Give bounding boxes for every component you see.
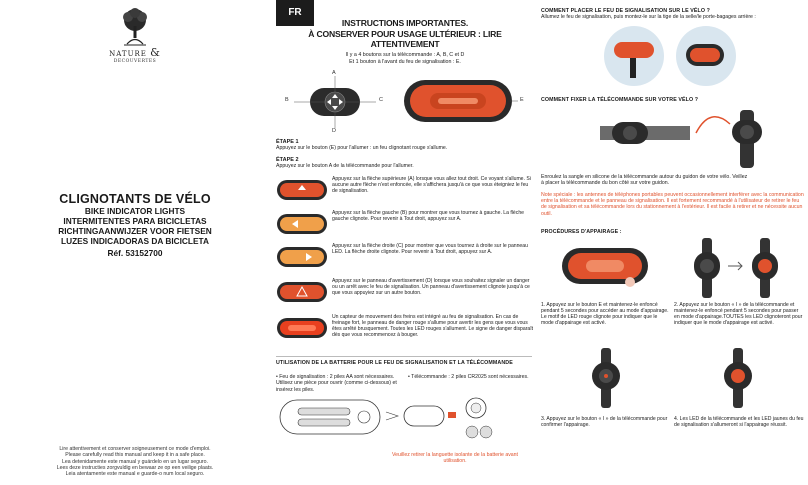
step-1-title: ÉTAPE 1 (276, 139, 299, 145)
mode-brake-text: Un capteur de mouvement des freins est intégré au feu de signalisation. En cas de freinage fort, le panneau de danger rouge s'allume pour avertir les gens que vous vous êtes arrêté brusquement. Toutes les LED rouges s'allument. Le signe de danger disparaît dès que vous recommencez à bouger. (332, 314, 534, 339)
mode-left-row (276, 210, 534, 240)
label-d: D (332, 128, 336, 134)
subtitle-nl: RICHTINGAANWIJZER VOOR FIETSEN (58, 226, 212, 236)
brand-logo (95, 8, 175, 64)
cover-title-block (0, 192, 270, 258)
footer-line: Lea detenidamente este manual y guárdelo en un lugar seguro. (62, 458, 208, 465)
title-line: INSTRUCTIONS IMPORTANTES. (341, 18, 469, 28)
step-2-title: ÉTAPE 2 (276, 157, 299, 163)
step-2 (276, 157, 531, 170)
cover-panel (0, 0, 270, 485)
mode-left-text: Appuyez sur la flèche gauche (B) pour montrer que vous tournez à gauche. La flèche gauche clignote. Pour revenir à Tout droit, appuyez sur A. (332, 210, 524, 223)
language-badge: FR (276, 0, 314, 26)
special-note: Note spéciale : les antennes de téléphones portables peuvent occasionnellement interférer avec la communication entre la télécommande et le panneau de signalisation. Il est fortement recommandé à l'utilisateur de retirer le feu de signalisation et sa télécommande lors du stationnement à l'extérieur. Il est facile à retirer et ne nécessite aucun outil. (541, 192, 804, 217)
warning-light-icon (276, 281, 328, 303)
pairing-step3-diagram (586, 346, 626, 410)
mode-warning-text: Appuyez sur le panneau d'avertissement (D) lorsque vous souhaitez signaler un danger ou un arrêt avec le feu de signalisation. Un panneau d'avertissement clignote jusqu'à ce que vous appuyiez sur un autre bouton. (332, 278, 530, 297)
logo-decouvertes: DECOUVERTES (113, 59, 157, 64)
mode-straight-row (276, 176, 534, 206)
fr-title (300, 18, 510, 50)
remote-mount-title: COMMENT FIXER LA TÉLÉCOMMANDE SUR VOTRE VÉLO ? (541, 97, 699, 103)
step-2-text: Appuyez sur le bouton A de la télécommande pour l'allumer. (276, 163, 414, 170)
product-reference: Réf. 53152700 (107, 248, 163, 258)
footer-line: Lees deze instructies zorgvuldig en bewaar ze op een veilige plaats. (56, 464, 214, 471)
remote-mount-diagram (600, 106, 800, 172)
mount-text: Allumez le feu de signalisation, puis montez-le sur la tige de la selle/le porte-bagages arrière : (541, 14, 756, 20)
pairing-step4-diagram (718, 346, 758, 410)
step-1 (276, 139, 531, 152)
label-c: C (379, 97, 383, 103)
straight-light-icon (276, 179, 328, 201)
logo-amp: & (150, 46, 161, 59)
battery-light-text: • Feu de signalisation : 2 piles AA sont nécessaires. Utilisez une pièce pour ouvrir (comme ci-dessous) et insérez les piles. (276, 374, 397, 393)
label-e: E (520, 97, 524, 103)
label-a: A (332, 70, 336, 76)
intro-line: Et 1 bouton à l'avant du feu de signalisation : E. (349, 58, 461, 65)
footer-line: Lire attentivement et conserver soigneusement ce mode d'emploi. (59, 446, 211, 452)
divider (276, 356, 532, 357)
brake-light-icon (276, 317, 328, 339)
subtitle-pt: LUZES INDICADORAS DA BICICLETA (61, 236, 209, 246)
buttons-intro (300, 52, 510, 65)
tree-icon (118, 8, 152, 46)
step-1-text: Appuyez sur le bouton (E) pour l'allumer : un feu clignotant rouge s'allume. (276, 145, 448, 152)
mode-straight-text: Appuyez sur la flèche supérieure (A) lorsque vous allez tout droit. Ce voyant s'allume. Si aucune autre flèche n'est enfoncée, elle s'affichera jusqu'à ce que vous éteigniez le feu de signalisation. (332, 176, 531, 195)
footer-line: Please carefully read this manual and keep it in a safe place. (65, 452, 205, 459)
mount-diagram (600, 26, 740, 88)
label-b: B (285, 97, 289, 103)
pairing-step2-diagram (688, 236, 800, 300)
subtitle-es: INTERMITENTES PARA BICICLETAS (63, 216, 207, 226)
battery-remote-text: • Télécommande : 2 piles CR2025 sont nécessaires. (408, 374, 529, 380)
signal-light-diagram (400, 76, 520, 126)
remote-mount-text: Enroulez la sangle en silicone de la télécommande autour du guidon de votre vélo. Veillez à placer la télécommande du bon côté sur votre guidon. (541, 174, 748, 187)
pairing-step1-diagram (556, 240, 656, 296)
title-line: À CONSERVER POUR USAGE ULTÉRIEUR : LIRE ATTENTIVEMENT (308, 28, 502, 49)
right-arrow-light-icon (276, 246, 328, 268)
pairing-title: PROCÉDURES D'APPAIRAGE : (541, 229, 622, 235)
mode-right-row (276, 243, 534, 273)
mode-brake-row (276, 314, 534, 352)
intro-line: Il y a 4 boutons sur la télécommande : A, B, C et D (345, 52, 465, 58)
cover-footer (40, 446, 230, 477)
battery-diagram (276, 392, 532, 452)
mount-title: COMMENT PLACER LE FEU DE SIGNALISATION SUR LE VÉLO ? (541, 8, 711, 14)
mode-warning-row (276, 278, 534, 308)
left-arrow-light-icon (276, 213, 328, 235)
pairing-step-1: 1. Appuyez sur le bouton E et maintenez-le enfoncé pendant 5 secondes pour accéder au mode d'appairage. Le motif de LED rouge clignote pour indiquer que le mode d'appairage est activé. (541, 302, 669, 327)
footer-line: Leia atentamente este manual e guarde-o num local seguro. (65, 471, 205, 478)
pairing-step-2: 2. Appuyez sur le bouton « I » de la télécommande et maintenez-le enfoncé pendant 5 secondes pour passer en mode d'appairage.TOUTES les LED clignoteront pour indiquer que le mode d'appairage est activé. (674, 302, 803, 327)
pairing-step-4: 4. Les LED de la télécommande et les LED jaunes du feu de signalisation s'allumeront si l'appairage réussit. (674, 416, 804, 429)
subtitle-en: BIKE INDICATOR LIGHTS (84, 206, 186, 216)
mode-right-text: Appuyez sur la flèche droite (C) pour montrer que vous tournez à droite sur le panneau LED. La flèche droite clignote. Pour revenir à Tout droit, appuyez sur A. (332, 243, 528, 256)
logo-nature: NATURE (109, 50, 147, 58)
product-title: CLIGNOTANTS DE VÉLO (59, 192, 211, 206)
battery-title: UTILISATION DE LA BATTERIE POUR LE FEU DE SIGNALISATION ET LA TÉLÉCOMMANDE (276, 360, 513, 366)
battery-warning: Veuillez retirer la languette isolante de la batterie avant utilisation. (391, 452, 519, 465)
pairing-step-3: 3. Appuyez sur le bouton « I » de la télécommande pour confirmer l'appairage. (541, 416, 668, 429)
